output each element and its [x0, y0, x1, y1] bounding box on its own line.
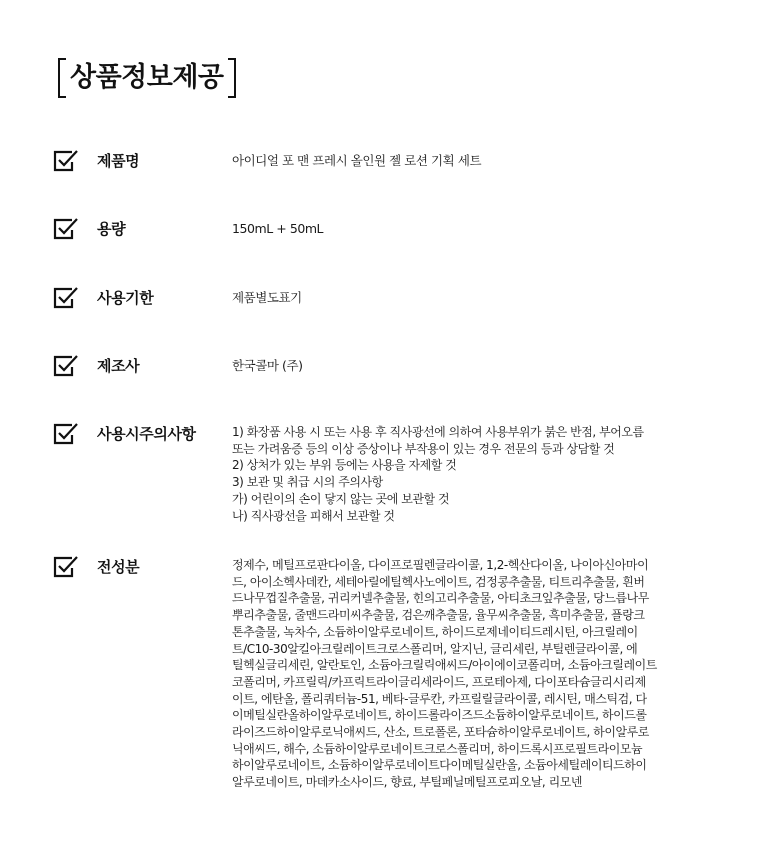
row-value: 제품별도표기 — [232, 290, 302, 305]
row-label: 사용시주의사항 — [97, 425, 196, 443]
row-value: 150mL + 50mL — [232, 221, 324, 236]
value-line: 가) 어린이의 손이 닿지 않는 곳에 보관할 것 — [232, 491, 450, 506]
value-line: 뿌리추출물, 줄맨드라미씨추출물, 검은깨추출물, 율무씨추출물, 흑미추출물, 플랑크 — [232, 608, 645, 623]
checkbox-checked-icon — [52, 286, 80, 310]
info-row-ingredients — [52, 557, 730, 791]
value-line: 2) 상처가 있는 부위 등에는 사용을 자제할 것 — [232, 458, 457, 473]
value-line: 정제수, 메틸프로판다이올, 다이프로필렌글라이콜, 1,2-헥산다이올, 나이아신아마이 — [232, 558, 649, 572]
row-label: 제품명 — [97, 152, 140, 170]
value-line: 하이알루로네이트, 소듐하이알루로네이트다이메틸실란올, 소듐아세틸레이티드하이 — [232, 758, 647, 773]
row-value: 한국콜마 (주) — [232, 358, 303, 373]
info-row-volume — [52, 219, 730, 241]
value-line: 드, 아이소헥사데칸, 세테아릴에틸헥사노에이트, 검정콩추출물, 티트리추출물, 흰버 — [232, 574, 645, 589]
value-line: 톤추출물, 녹차수, 소듐하이알루로네이트, 하이드로제네이티드레시틴, 아크릴레이 — [232, 624, 638, 639]
value-line: 코폴리머, 카프릴릭/카프릭트라이글리세라이드, 프로테아제, 다이포타슘글리시리제 — [232, 674, 646, 689]
value-line: 3) 보관 및 취급 시의 주의사항 — [232, 475, 383, 490]
value-line: 또는 가려움증 등의 이상 증상이나 부작용이 있는 경우 전문의 등과 상담할 것 — [232, 441, 615, 456]
info-row-product-name — [52, 151, 730, 173]
right-bracket — [228, 58, 236, 98]
page-title — [58, 58, 236, 98]
value-line: 1) 화장품 사용 시 또는 사용 후 직사광선에 의하여 사용부위가 붉은 반점, 부어오름 — [232, 425, 644, 439]
row-label: 전성분 — [97, 558, 140, 576]
value-line: 이트, 에탄올, 폴리쿼터늄-51, 베타-글루칸, 카프릴릴글라이콜, 레시틴, 매스틱검, 다 — [232, 691, 647, 706]
row-label: 용량 — [97, 220, 126, 238]
info-row-manufacturer — [52, 356, 730, 378]
row-value-lines — [232, 557, 730, 791]
left-bracket — [58, 58, 66, 98]
value-line: 알루로네이트, 마데카소사이드, 향료, 부틸페닐메틸프로피오날, 리모넨 — [232, 775, 583, 790]
checkbox-checked-icon — [52, 354, 80, 378]
row-value: 아이디얼 포 맨 프레시 올인원 젤 로션 기획 세트 — [232, 153, 482, 168]
row-label: 사용기한 — [97, 289, 154, 307]
value-line: 틸헥실글리세린, 알란토인, 소듐아크릴릭애씨드/아이에이코폴리머, 소듐아크릴레이트 — [232, 658, 657, 673]
value-line: 드나무껍질추출물, 귀리커넬추출물, 힌의고리추출물, 아티초크잎추출물, 당느릅나무 — [232, 591, 649, 606]
value-line: 나) 직사광선을 피해서 보관할 것 — [232, 508, 395, 523]
row-label: 제조사 — [97, 357, 140, 375]
page-title-text: 상품정보제공 — [70, 62, 224, 93]
value-line: 닉애씨드, 해수, 소듐하이알루로네이트크로스폴리머, 하이드록시프로필트라이모늄 — [232, 741, 643, 756]
value-line: 라이즈드하이알루로닉애씨드, 산소, 트로폴론, 포타슘하이알루로네이트, 하이알루로 — [232, 725, 649, 740]
row-value-lines — [232, 424, 730, 524]
checkbox-checked-icon — [52, 149, 80, 173]
value-line: 이메틸실란올하이알루로네이트, 하이드롤라이즈드소듐하이알루로네이트, 하이드롤 — [232, 708, 647, 723]
info-row-expiry — [52, 288, 730, 310]
checkbox-checked-icon — [52, 422, 80, 446]
checkbox-checked-icon — [52, 217, 80, 241]
info-row-precautions — [52, 424, 730, 524]
checkbox-checked-icon — [52, 555, 80, 579]
value-line: 트/C10-30알킬아크릴레이트크로스폴리머, 알지닌, 글리세린, 부틸렌글라이콜, 에 — [232, 641, 638, 656]
